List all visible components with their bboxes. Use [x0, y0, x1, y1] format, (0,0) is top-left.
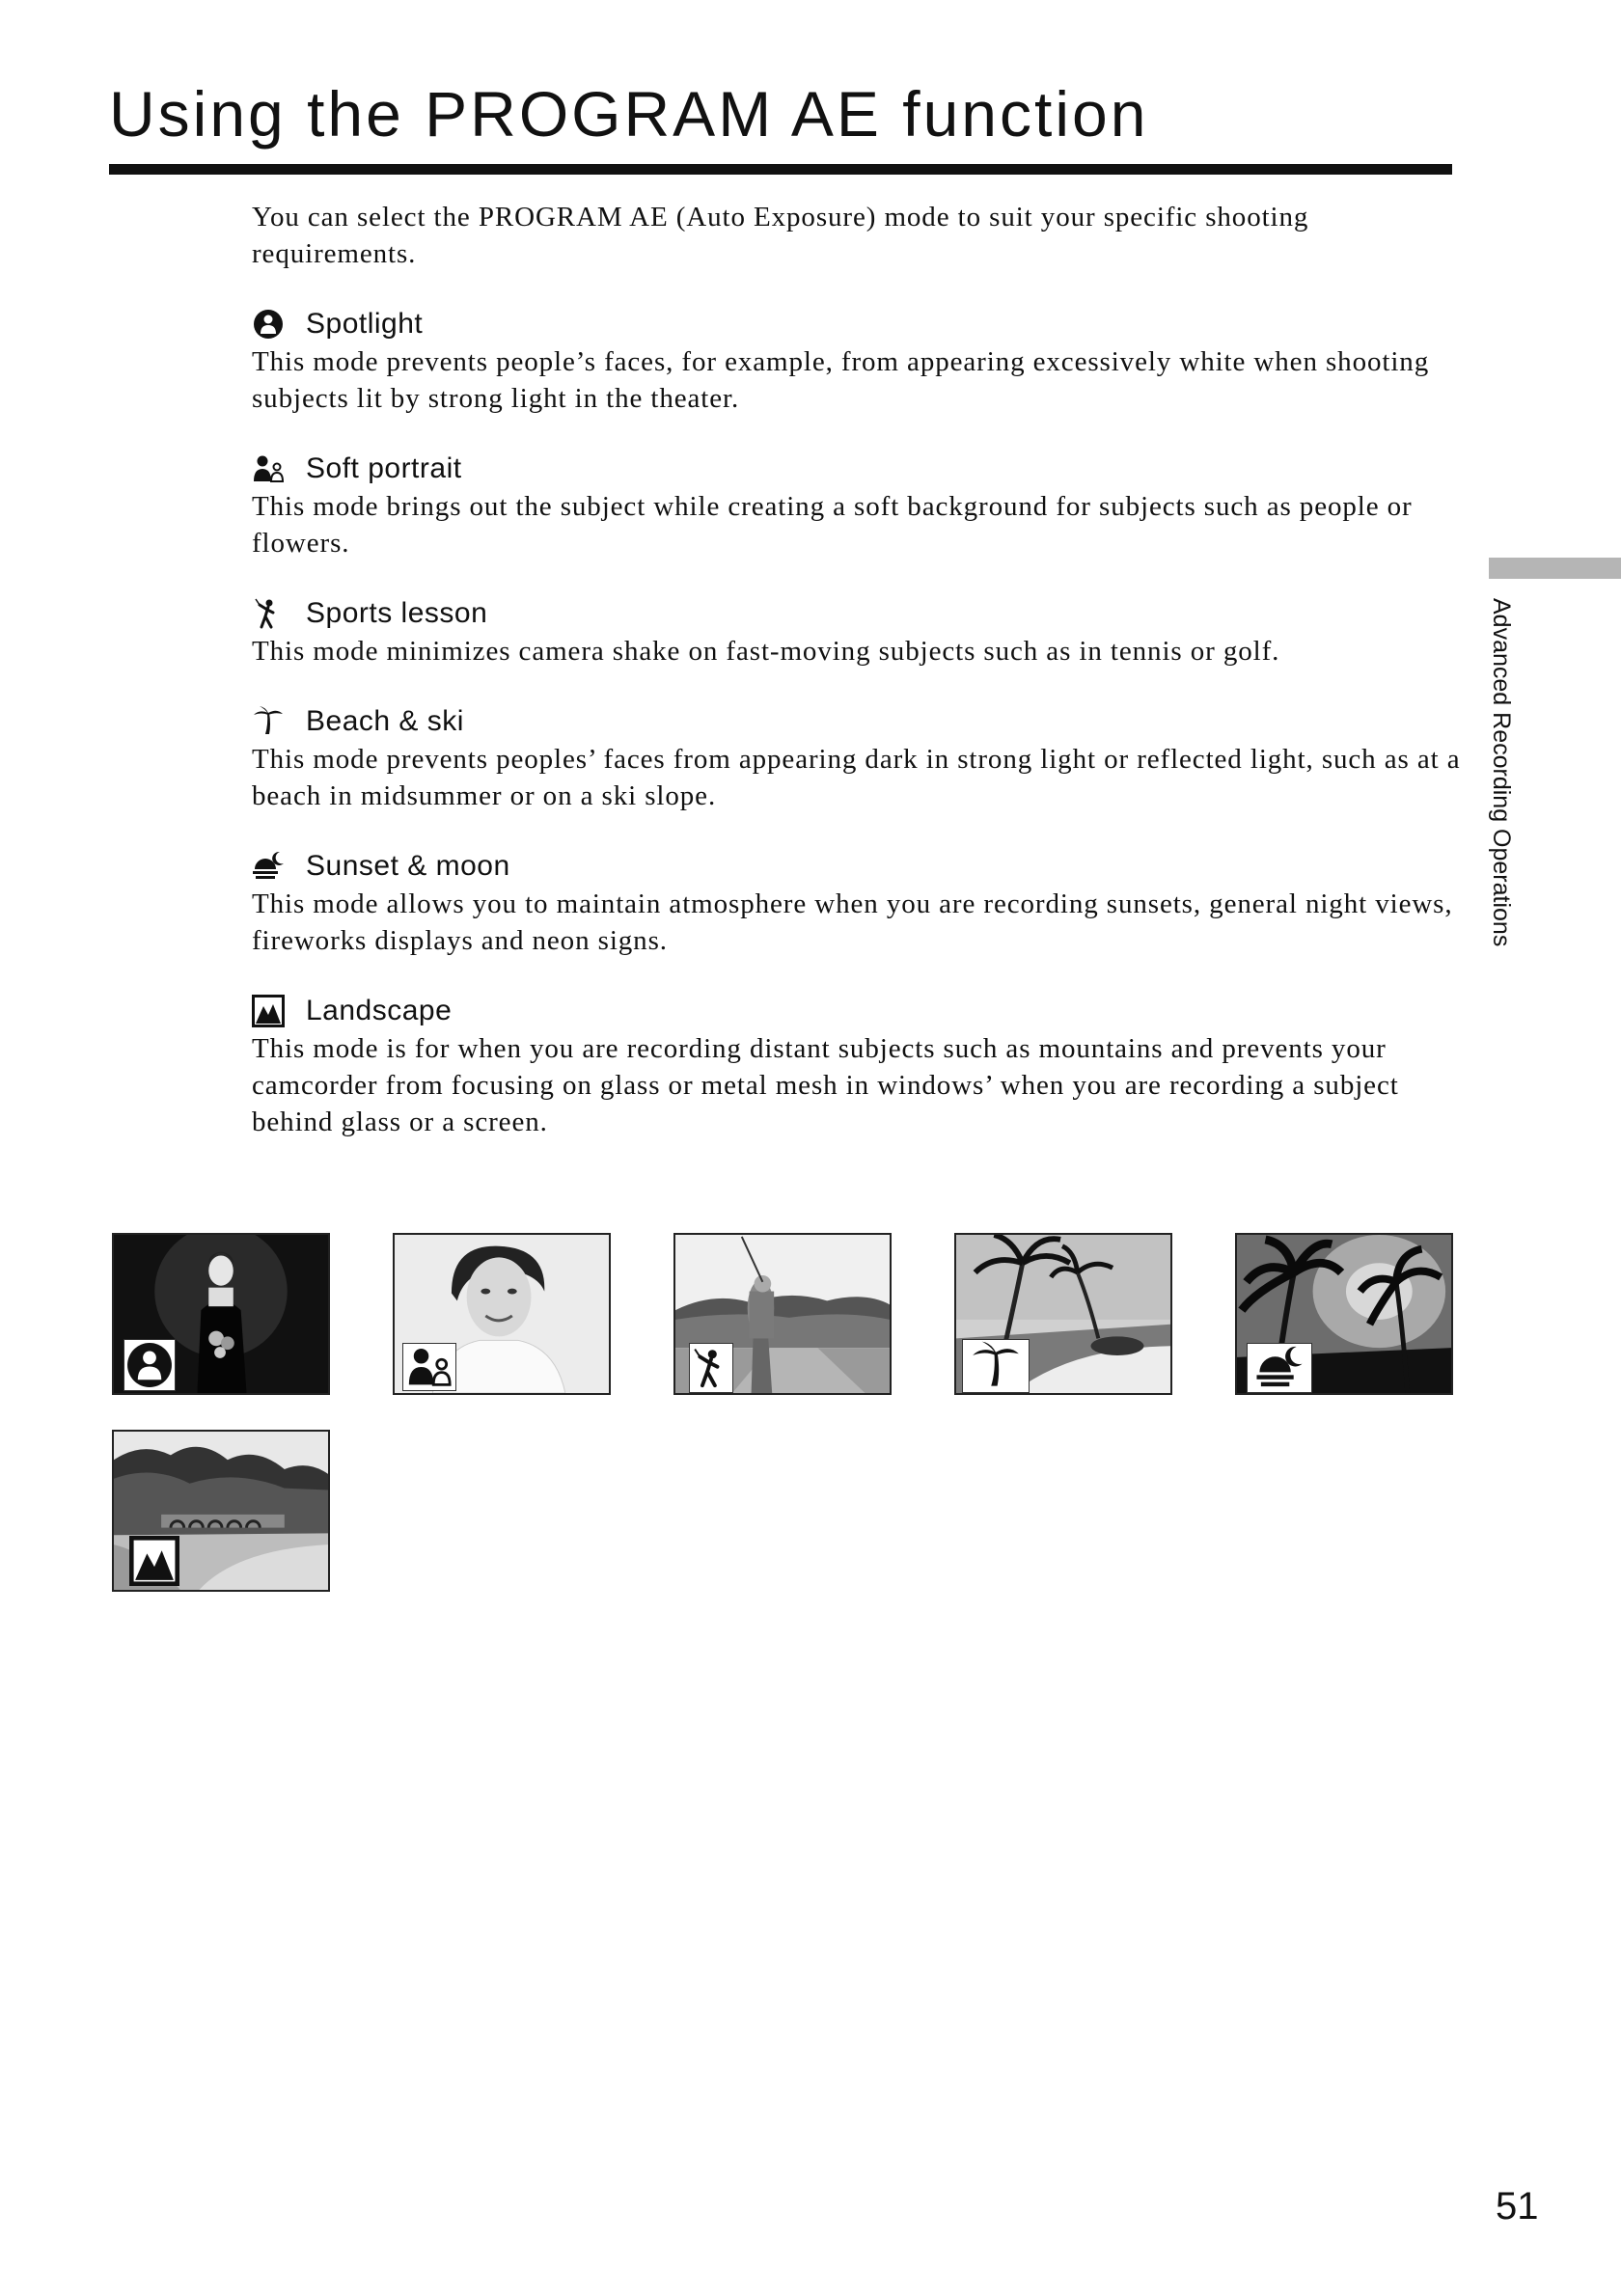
mode-sports-lesson	[252, 594, 1463, 670]
intro-text: You can select the PROGRAM AE (Auto Exposure) mode to suit your specific shooting requirements.	[252, 202, 1309, 269]
mode-beach-ski	[252, 702, 1463, 814]
mode-description: This mode minimizes camera shake on fast-moving subjects such as in tennis or golf.	[252, 636, 1280, 667]
beach-ski-icon	[963, 1340, 1029, 1392]
photo-spotlight	[112, 1233, 330, 1395]
section-label: Advanced Recording Operations	[1488, 598, 1515, 947]
mode-description: This mode prevents peoples’ faces from appearing dark in strong light or reflected light, such as at a beach in midsummer or on a ski slope.	[252, 744, 1461, 811]
mode-landscape	[252, 992, 1463, 1140]
beach-ski-icon	[252, 705, 285, 738]
soft-portrait-badge	[402, 1343, 456, 1391]
spotlight-icon	[252, 308, 285, 341]
mode-name: Landscape	[306, 995, 453, 1026]
photo-sunset-moon	[1235, 1233, 1453, 1395]
section-tab	[1489, 558, 1621, 579]
mode-name: Beach & ski	[306, 705, 464, 737]
sports-lesson-icon	[252, 597, 285, 630]
photo-beach-ski	[954, 1233, 1172, 1395]
photo-sports-lesson	[673, 1233, 892, 1395]
mode-description: This mode prevents people’s faces, for example, from appearing excessively white when shooting subjects lit by strong light in the theater.	[252, 346, 1430, 414]
mode-spotlight	[252, 305, 1463, 417]
content	[252, 199, 1463, 1140]
sports-lesson-badge	[689, 1343, 733, 1393]
beach-ski-badge	[962, 1339, 1030, 1393]
photo-landscape	[112, 1430, 330, 1592]
mode-name: Spotlight	[306, 308, 424, 340]
mode-name: Soft portrait	[306, 452, 462, 484]
sunset-moon-icon	[1248, 1344, 1311, 1392]
title-rule	[109, 164, 1452, 175]
mode-description: This mode brings out the subject while creating a soft background for subjects such as people or flowers.	[252, 491, 1413, 559]
sunset-moon-badge	[1247, 1343, 1312, 1393]
landscape-badge	[127, 1536, 181, 1586]
mode-description: This mode is for when you are recording distant subjects such as mountains and prevents your camcorder from focusing on glass or metal mesh in windows’ when you are recording a subject behind glass or a screen.	[252, 1033, 1399, 1137]
mode-name: Sunset & moon	[306, 850, 510, 882]
landscape-icon	[252, 995, 285, 1027]
mode-soft-portrait	[252, 450, 1463, 561]
sunset-moon-icon	[252, 850, 285, 883]
landscape-icon	[127, 1536, 181, 1586]
soft-portrait-icon	[403, 1344, 455, 1390]
soft-portrait-icon	[252, 452, 285, 485]
sports-lesson-icon	[690, 1344, 732, 1392]
mode-name: Sports lesson	[306, 597, 488, 629]
page-title: Using the PROGRAM AE function	[109, 78, 1149, 150]
page-number: 51	[1496, 2185, 1539, 2228]
spotlight-icon	[124, 1340, 175, 1390]
mode-description: This mode allows you to maintain atmosphere when you are recording sunsets, general night views, fireworks displays and neon signs.	[252, 888, 1453, 956]
spotlight-badge	[124, 1339, 176, 1391]
mode-sunset-moon	[252, 847, 1463, 959]
photo-soft-portrait	[393, 1233, 611, 1395]
